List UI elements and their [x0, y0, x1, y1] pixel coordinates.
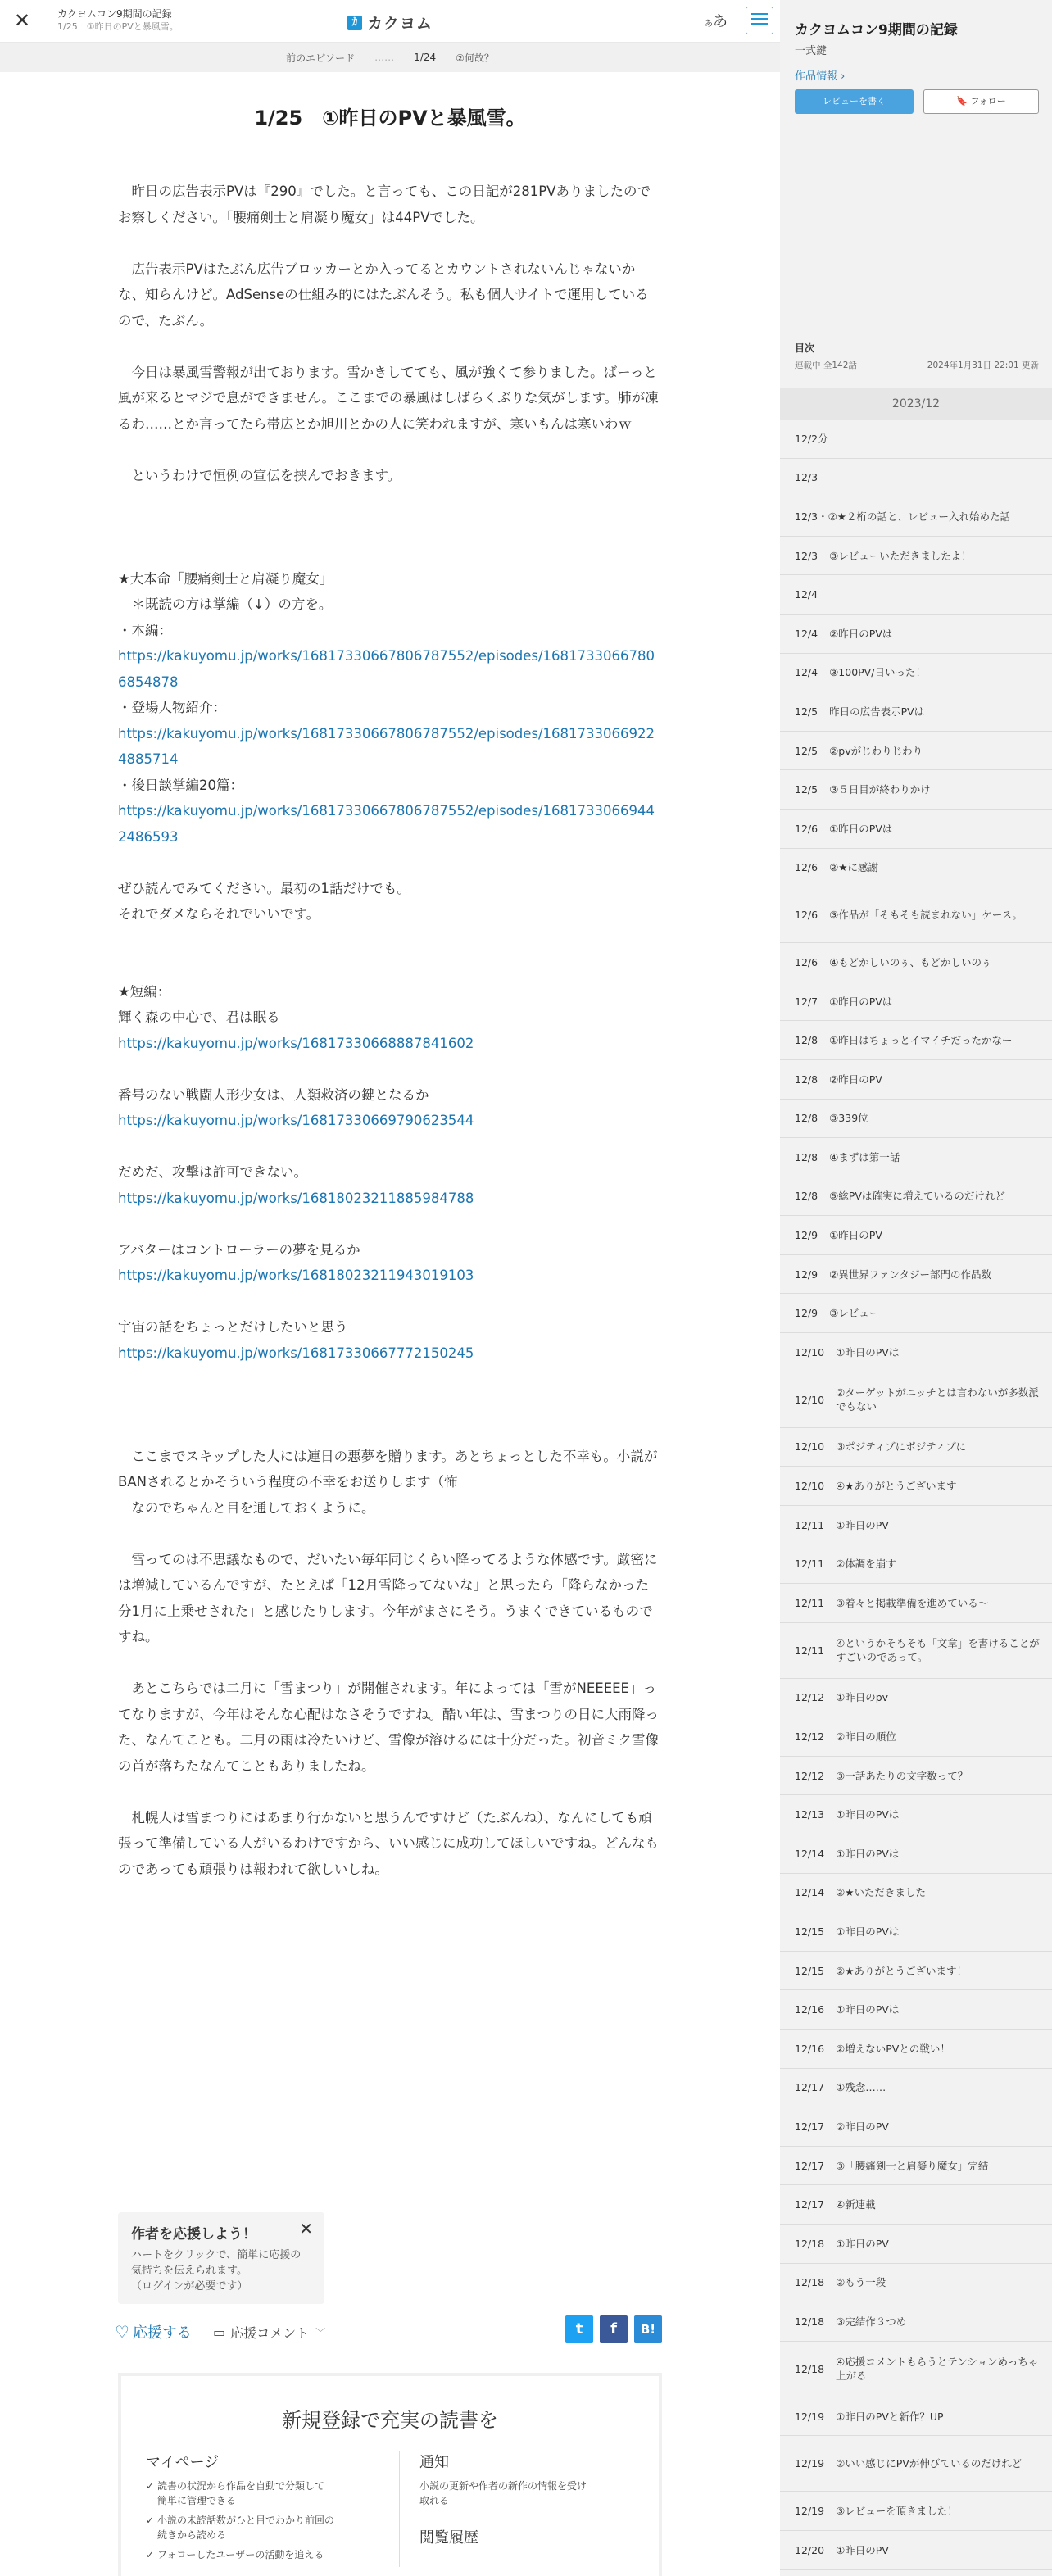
- paragraph-gap: [118, 333, 662, 360]
- kakuyomu-logo[interactable]: [347, 11, 433, 34]
- notify-heading: 通知: [419, 2454, 449, 2471]
- support-row: [115, 2315, 662, 2348]
- episode-title: ③レビューを頂きました！: [836, 2505, 958, 2518]
- episode-date: 12/12: [795, 1769, 825, 1782]
- toc-episode-item[interactable]: [780, 1990, 1052, 2030]
- paragraph-gap: [118, 1417, 662, 1444]
- episode-date: 12/10: [795, 1440, 825, 1454]
- episode-date: 12/19: [795, 2505, 825, 2518]
- body-link[interactable]: https://kakuyomu.jp/works/16817330667806787552/episodes/16817330667806854878: [118, 648, 655, 690]
- work-info-link[interactable]: [795, 67, 1039, 83]
- episode-title: ①昨日のpv: [836, 1691, 889, 1704]
- episode-date: 12/17: [795, 2159, 825, 2172]
- toc-episode-item[interactable]: [780, 1428, 1052, 1467]
- episode-date: 12/15: [795, 1964, 825, 1977]
- episode-title: ②昨日のPVは: [829, 627, 893, 640]
- toc-episode-item[interactable]: [780, 575, 1052, 615]
- toc-episode-item[interactable]: [780, 887, 1052, 943]
- body-paragraph: ぜひ読んでみてください。最初の1話だけでも。: [118, 880, 410, 896]
- sidebar-author[interactable]: 一式鍵: [795, 45, 828, 57]
- body-paragraph: それでダメならそれでいいです。: [118, 906, 320, 922]
- episode-title: ①残念……: [836, 2081, 886, 2094]
- episode-date: 12/11: [795, 1644, 825, 1657]
- register-columns: [146, 2451, 634, 2567]
- toc-episode-item[interactable]: [780, 1467, 1052, 1506]
- episode-title: ②もう一段: [836, 2276, 886, 2289]
- paragraph-gap: [118, 1779, 662, 1805]
- paragraph-gap: [118, 1289, 662, 1315]
- episode-date: 12/6: [795, 861, 818, 874]
- body-link[interactable]: https://kakuyomu.jp/works/16817330667772150245: [118, 1345, 474, 1361]
- work-info-label: 作品情報: [795, 70, 838, 83]
- follow-label: フォロー: [970, 96, 1006, 107]
- toc-episode-item[interactable]: [780, 1177, 1052, 1217]
- toc-episode-item[interactable]: [780, 2030, 1052, 2069]
- episode-title: ④応援コメントもらうとテンションめっちゃ上がる: [836, 2356, 1039, 2383]
- tooltip-text: ハートをクリックで、簡単に応援の気持ちを伝えられます。 （ログインが必要です）: [131, 2249, 302, 2293]
- episode-title: ④もどかしいのぅ、もどかしいのぅ: [829, 955, 992, 968]
- toc-episode-item[interactable]: [780, 2225, 1052, 2264]
- toc-episode-item[interactable]: [780, 2264, 1052, 2303]
- body-paragraph: 札幌人は雪まつりにはあまり行かないと思うんですけど（たぶんね）、なんにしても頑張って準備している人がいるわけですから、いい感じに成功してほしいですね。どんなものであっても頑張りは報われて欲しいしね。: [118, 1809, 659, 1877]
- toc-episode-item[interactable]: [780, 2531, 1052, 2570]
- episode-title: ②昨日のPV: [836, 2120, 889, 2133]
- register-notify: [400, 2451, 634, 2567]
- episode-title: ②増えないPVとの戦い！: [836, 2042, 950, 2055]
- episode-date: 12/8: [795, 1034, 818, 1047]
- body-paragraph: [118, 1263, 662, 1289]
- episode-title: ②異世界ファンタジー部門の作品数: [829, 1268, 992, 1281]
- toc-episode-item[interactable]: [780, 654, 1052, 693]
- episode-date: 12/16: [795, 2003, 825, 2016]
- body-paragraph: [118, 1108, 662, 1134]
- toc-episode-item[interactable]: [780, 2185, 1052, 2225]
- paragraph-gap: [118, 1056, 662, 1082]
- episode-date: 12/10: [795, 1480, 825, 1493]
- header-episode-subtitle: 1/25 ①昨日のPVと暴風雪。: [57, 21, 179, 32]
- sidebar-work-title[interactable]: カクヨムコン9期間の記録: [795, 22, 958, 39]
- episode-nav: [0, 43, 780, 72]
- episode-title: ②★ありがとうございます！: [836, 1964, 967, 1977]
- episode-title: ②昨日の順位: [836, 1730, 896, 1744]
- episode-date: 12/13: [795, 1808, 825, 1821]
- episode-title: ③作品が「そもそも読まれない」ケース。: [829, 909, 1023, 922]
- share-buttons: [565, 2315, 662, 2343]
- paragraph-gap: [118, 1134, 662, 1160]
- body-paragraph: ・本編：: [118, 622, 172, 638]
- hatena-bookmark-icon[interactable]: B!: [634, 2315, 662, 2343]
- episode-date: 12/5: [795, 705, 818, 718]
- body-paragraph: 広告表示PVはたぶん広告ブロッカーとか入ってるとカウントされないんじゃないかな、知らんけど。AdSenseの仕組み的にはたぶんそう。私も個人サイトで運用しているので、たぶん。: [118, 261, 649, 329]
- updated-date: 2024年1月31日 22:01 更新: [927, 361, 1039, 370]
- toc-episode-item[interactable]: [780, 943, 1052, 982]
- episode-title: ④★ありがとうございます: [836, 1480, 957, 1493]
- register-title: 新規登録で充実の読書を: [282, 2409, 498, 2432]
- toc-episode-item[interactable]: [780, 1216, 1052, 1255]
- toc-episode-item[interactable]: [780, 1757, 1052, 1796]
- body-link[interactable]: https://kakuyomu.jp/works/16817330667806787552/episodes/16817330669224885714: [118, 725, 655, 767]
- toc-episode-item[interactable]: [780, 1100, 1052, 1139]
- header-titles: [57, 7, 179, 34]
- toc-episode-item[interactable]: [780, 1294, 1052, 1333]
- toc-month-header[interactable]: 2023/12: [780, 388, 1052, 420]
- support-button[interactable]: [115, 2321, 192, 2342]
- toc-episode-item[interactable]: [780, 1021, 1052, 1060]
- episode-date: 12/8: [795, 1190, 818, 1203]
- toc-episode-item[interactable]: [780, 2436, 1052, 2492]
- episode-title: ⑤総PVは確実に増えているのだけれど: [829, 1190, 1005, 1203]
- episode-date: 12/14: [795, 1847, 825, 1860]
- paragraph-gap: [118, 515, 662, 541]
- episode-title: ④まずは第一話: [829, 1150, 900, 1163]
- body-paragraph: なのでちゃんと目を通しておくように。: [118, 1499, 375, 1516]
- episode-date: 12/3・②★２桁の話と、レビュー入れ始めた話: [795, 510, 1010, 524]
- font-settings-button[interactable]: ああ: [705, 13, 728, 30]
- follow-button[interactable]: [923, 89, 1039, 114]
- heart-icon: ♡: [115, 2322, 129, 2342]
- episode-date: 12/10: [795, 1393, 825, 1406]
- paragraph-gap: [118, 1211, 662, 1237]
- toc-episode-item[interactable]: [780, 2492, 1052, 2531]
- prev-episode-link[interactable]: 前のエピソード: [286, 52, 356, 64]
- register-mypage: [146, 2451, 400, 2567]
- toc-episode-item[interactable]: [780, 732, 1052, 771]
- episode-date: 12/18: [795, 2362, 825, 2375]
- bookmark-plus-icon: 🔖: [956, 96, 968, 107]
- facebook-share-icon[interactable]: f: [600, 2315, 628, 2343]
- toc-episode-item[interactable]: [780, 1506, 1052, 1545]
- toc-episode-item[interactable]: [780, 1372, 1052, 1428]
- history-heading: 閲覧履歴: [419, 2529, 478, 2547]
- toc-episode-item[interactable]: [780, 810, 1052, 849]
- episode-date: 12/11: [795, 1596, 825, 1609]
- episode-title: ②★に感謝: [829, 861, 878, 874]
- paragraph-gap: [118, 1521, 662, 1547]
- episode-date: 12/6: [795, 909, 818, 922]
- body-paragraph: 今日は暴風雪警報が出ております。雪かきしてても、風が強くて参りました。ばーっと風が来るとマジで息ができません。ここまでの暴風はしばらくぶりな気がします。肺が凍るわ……とか言ってたら帯広とか旭川とかの人に笑われますが、寒いもんは寒いわｗ: [118, 364, 659, 432]
- toc-episode-item[interactable]: [780, 1584, 1052, 1623]
- toc-episode-item[interactable]: [780, 420, 1052, 459]
- toc-episode-item[interactable]: [780, 849, 1052, 888]
- body-link[interactable]: https://kakuyomu.jp/works/16817330669790623544: [118, 1113, 474, 1128]
- episode-date: 12/19: [795, 2410, 825, 2423]
- list-icon: [751, 13, 768, 15]
- toc-episode-item[interactable]: [780, 770, 1052, 810]
- toc-episode-item[interactable]: [780, 2107, 1052, 2147]
- episode-date: 12/2分: [795, 433, 828, 446]
- episode-date: 12/15: [795, 1925, 825, 1938]
- body-paragraph: アバターはコントローラーの夢を見るか: [118, 1241, 360, 1258]
- toc-episode-item[interactable]: [780, 692, 1052, 732]
- body-link[interactable]: https://kakuyomu.jp/works/16817330667806787552/episodes/16817330669442486593: [118, 803, 655, 845]
- toc-episode-item[interactable]: [780, 1795, 1052, 1834]
- support-tooltip: [118, 2212, 324, 2304]
- body-paragraph: ★大本命「腰痛剣士と肩凝り魔女」: [118, 570, 333, 587]
- episode-title: ②ターゲットがニッチとは言わないが多数派でもない: [836, 1386, 1039, 1413]
- paragraph-gap: [118, 927, 662, 954]
- episode-date: 12/8: [795, 1150, 818, 1163]
- prev-episode-number[interactable]: 1/24: [414, 52, 437, 63]
- toc-episode-item[interactable]: [780, 1255, 1052, 1295]
- toc-episode-item[interactable]: [780, 1333, 1052, 1372]
- chevron-right-icon: ›: [841, 70, 846, 83]
- comment-button[interactable]: [213, 2323, 325, 2342]
- toc-meta: [795, 359, 1039, 371]
- episode-title: ①昨日のPVは: [836, 1925, 900, 1938]
- episode-title: ①昨日のPV: [836, 1518, 889, 1531]
- episode-date: 12/17: [795, 2081, 825, 2094]
- episode-title: ③５日目が終わりかけ: [829, 783, 931, 796]
- body-paragraph: ＊既読の方は掌編（↓）の方を。: [118, 596, 333, 612]
- toc-episode-item[interactable]: [780, 1623, 1052, 1679]
- episode-date: 12/8: [795, 1073, 818, 1086]
- episode-date: 12/16: [795, 2042, 825, 2055]
- header-bar: [0, 0, 780, 43]
- episode-title: ③レビュー: [829, 1307, 880, 1320]
- episode-date: 12/5: [795, 783, 818, 796]
- toc-episode-item[interactable]: [780, 1834, 1052, 1874]
- toc-episode-item[interactable]: [780, 615, 1052, 654]
- body-paragraph: [118, 721, 662, 773]
- episode-date: 12/8: [795, 1112, 818, 1125]
- episode-title: ②★いただきました: [836, 1886, 926, 1899]
- write-review-button[interactable]: レビューを書く: [795, 89, 914, 114]
- close-icon[interactable]: ✕: [13, 9, 31, 32]
- toc-episode-item[interactable]: [780, 1952, 1052, 1991]
- header-work-title[interactable]: カクヨムコン9期間の記録: [57, 8, 172, 20]
- episode-date: 12/9: [795, 1307, 818, 1320]
- body-paragraph: 輝く森の中心で、君は眠る: [118, 1009, 280, 1025]
- body-paragraph: ・後日談掌編20篇：: [118, 777, 243, 793]
- body-paragraph: 雪ってのは不思議なもので、だいたい毎年同じくらい降ってるような体感です。厳密には増減しているんですが、たとえば「12月雪降ってないな」と思ったら「降らなかった分1月に上乗せされた」と感じたりします。今年がまさにそう。うまくできているものですね。: [118, 1551, 658, 1644]
- episode-title: ①昨日のPV: [836, 2237, 889, 2250]
- body-paragraph: 昨日の広告表示PVは『290』でした。と言っても、この日記が281PVありましたのでお察しください。「腰痛剣士と肩凝り魔女」は44PVでした。: [118, 184, 651, 225]
- toc-episode-item[interactable]: [780, 1679, 1052, 1718]
- body-paragraph: というわけで恒例の宣伝を挟んでおきます。: [118, 467, 401, 483]
- episode-date: 12/3: [795, 549, 818, 562]
- mypage-item: ✓ 小説の未読話数がひと目でわかり前回の 続きから読める: [146, 2513, 386, 2542]
- register-promo: [118, 2373, 662, 2576]
- episode-title: ③339位: [829, 1112, 868, 1125]
- toc-episode-item[interactable]: [780, 1717, 1052, 1757]
- body-paragraph: [118, 643, 662, 695]
- episode-date: 12/9: [795, 1229, 818, 1242]
- episode-title: ③ポジティブにポジティブに: [836, 1440, 967, 1454]
- nav-dots: ……: [374, 52, 395, 63]
- episode-date: 12/18: [795, 2315, 825, 2328]
- toc-episode-item[interactable]: [780, 2147, 1052, 2186]
- episode-title: ①昨日のPVは: [829, 995, 893, 1008]
- toc-episode-list: [780, 420, 1052, 2570]
- logo-text: カクヨム: [367, 15, 433, 33]
- paragraph-gap: [118, 540, 662, 566]
- episode-title: ①昨日のPVは: [836, 1808, 900, 1821]
- comment-bubble-icon: ▭: [212, 2324, 226, 2340]
- logo-mark-icon: ｶ: [347, 16, 362, 30]
- toc-sidebar: [780, 0, 1052, 2576]
- episode-date: 12/11: [795, 1518, 825, 1531]
- episode-title: ①昨日はちょっとイマイチだったかなー: [829, 1034, 1013, 1047]
- episode-title: ③着々と掲載準備を進めている～: [836, 1596, 989, 1609]
- support-label: 応援する: [132, 2324, 192, 2342]
- twitter-share-icon[interactable]: t: [565, 2315, 593, 2343]
- episode-date: 12/4: [795, 588, 818, 601]
- episode-title: ③一話あたりの文字数って？: [836, 1769, 968, 1782]
- episode-title: ③100PV/日いった！: [829, 666, 926, 679]
- paragraph-gap: [118, 437, 662, 463]
- body-paragraph: [118, 1031, 662, 1057]
- episode-date: 12/12: [795, 1730, 825, 1744]
- episode-title: ①昨日のPVと新作？UP: [836, 2410, 944, 2423]
- toc-episode-item[interactable]: [780, 1912, 1052, 1952]
- body-paragraph: 宇宙の話をちょっとだけしたいと思う: [118, 1319, 348, 1335]
- body-paragraph: あとこちらでは二月に「雪まつり」が開催されます。年によっては「雪がNEEEEE」ってなりますが、今年はそんな心配はなさそうですね。酷い年は、雪まつりの日に大雨降った、なんてことも。二月の雨は冷たいけど、雪像が溶けるには十分だった。初音ミク雪像の首が落ちたなんてこともありましたね。: [118, 1680, 659, 1774]
- episode-title: ②体調を崩す: [836, 1558, 896, 1571]
- episode-date: 12/17: [795, 2120, 825, 2133]
- prev-episode-title[interactable]: ②何故？: [456, 52, 494, 64]
- toc-episode-item[interactable]: [780, 2302, 1052, 2342]
- body-link[interactable]: https://kakuyomu.jp/works/16818023211885984788: [118, 1190, 474, 1206]
- episode-title: ①昨日のPVは: [836, 2003, 900, 2016]
- episode-date: 12/17: [795, 2198, 825, 2211]
- toc-toggle-button[interactable]: [746, 7, 773, 34]
- episode-title: ④新連載: [836, 2198, 876, 2211]
- body-paragraph: [118, 1186, 662, 1212]
- episode-date: 12/6: [795, 955, 818, 968]
- body-paragraph: ここまでスキップした人には連日の悪夢を贈ります。あとちょっとした不幸も。小説がBANされるとかそういう程度の不幸をお送りします（怖: [118, 1448, 658, 1490]
- body-paragraph: ★短編：: [118, 983, 171, 1000]
- toc-episode-item[interactable]: [780, 982, 1052, 1022]
- episode-title: ②pvがじわりじわり: [829, 744, 923, 757]
- episode-title: ④というかそもそも「文章」を書けることがすごいのであって。: [836, 1637, 1040, 1664]
- episode-date: 12/6: [795, 822, 818, 835]
- episode-title: ②昨日のPV: [829, 1073, 882, 1086]
- body-paragraph: [118, 1340, 662, 1367]
- toc-episode-item[interactable]: [780, 1874, 1052, 1913]
- episode-date: 12/3: [795, 471, 818, 484]
- episode-title: ①昨日のPVは: [836, 1345, 900, 1358]
- mypage-heading: マイページ: [146, 2454, 220, 2471]
- toc-episode-item[interactable]: [780, 459, 1052, 498]
- episode-title: ①昨日のPV: [829, 1229, 882, 1242]
- toc-heading: 目次: [795, 342, 815, 354]
- toc-episode-item[interactable]: [780, 2397, 1052, 2437]
- episode-date: 12/18: [795, 2237, 825, 2250]
- mypage-item: ✓ フォローしたユーザーの活動を追える: [146, 2547, 386, 2562]
- toc-episode-item[interactable]: [780, 1544, 1052, 1584]
- toc-episode-item[interactable]: [780, 1060, 1052, 1100]
- episode-title: ③レビューいただきましたよ！: [829, 549, 972, 562]
- paragraph-gap: [118, 850, 662, 876]
- paragraph-gap: [118, 1392, 662, 1418]
- episode-date: 12/9: [795, 1268, 818, 1281]
- paragraph-gap: [118, 230, 662, 256]
- serial-status: 連載中 全142話: [795, 361, 857, 370]
- body-link[interactable]: https://kakuyomu.jp/works/16818023211943019103: [118, 1268, 474, 1283]
- chevron-down-icon: ﹀: [315, 2326, 326, 2338]
- body-paragraph: 番号のない戦闘人形少女は、人類救済の鍵となるか: [118, 1086, 429, 1103]
- font-settings-label: あ: [713, 13, 728, 30]
- toc-episode-item[interactable]: [780, 537, 1052, 576]
- close-icon[interactable]: ✕: [299, 2219, 313, 2238]
- episode-date: 12/10: [795, 1345, 825, 1358]
- tooltip-title: 作者を応援しよう！: [131, 2226, 256, 2243]
- episode-date: 12/7: [795, 995, 818, 1008]
- body-paragraph: [118, 798, 662, 850]
- episode-date: 12/5: [795, 744, 818, 757]
- episode-title: 1/25 ①昨日のPVと暴風雪。: [254, 107, 526, 129]
- toc-episode-item[interactable]: [780, 2342, 1052, 2397]
- notify-text: 小説の更新や作者の新作の情報を受け 取れる: [419, 2480, 587, 2506]
- episode-body: [118, 179, 662, 1882]
- episode-date: 12/12: [795, 1691, 825, 1704]
- episode-date: 12/19: [795, 2457, 825, 2470]
- episode-title: 昨日の広告表示PVは: [829, 705, 925, 718]
- sidebar-work-info: [780, 0, 1052, 331]
- toc-episode-item[interactable]: [780, 497, 1052, 537]
- episode-title: ①昨日のPVは: [836, 1847, 900, 1860]
- paragraph-gap: [118, 1650, 662, 1676]
- toc-episode-item[interactable]: [780, 2069, 1052, 2108]
- body-paragraph: だめだ、攻撃は許可できない。: [118, 1164, 307, 1180]
- episode-date: 12/4: [795, 666, 818, 679]
- episode-date: 12/4: [795, 627, 818, 640]
- paragraph-gap: [118, 953, 662, 979]
- episode-title: ①昨日のPV: [836, 2543, 889, 2556]
- episode-date: 12/11: [795, 1558, 825, 1571]
- body-paragraph: ・登場人物紹介：: [118, 700, 226, 715]
- episode-title: ③「腰痛剣士と肩凝り魔女」完結: [836, 2159, 989, 2172]
- episode-title: ③完結作３つめ: [836, 2315, 907, 2328]
- toc-episode-item[interactable]: [780, 1138, 1052, 1177]
- episode-title: ①昨日のPVは: [829, 822, 893, 835]
- body-link[interactable]: https://kakuyomu.jp/works/16817330668887841602: [118, 1035, 474, 1051]
- episode-title: ②いい感じにPVが伸びているのだけれど: [836, 2457, 1023, 2470]
- paragraph-gap: [118, 1366, 662, 1392]
- episode-date: 12/18: [795, 2276, 825, 2289]
- mypage-item: ✓ 読書の状況から作品を自動で分類して 簡単に管理できる: [146, 2478, 386, 2508]
- paragraph-gap: [118, 488, 662, 515]
- episode-date: 12/14: [795, 1886, 825, 1899]
- episode-date: 12/20: [795, 2543, 825, 2556]
- comment-label: 応援コメント: [230, 2324, 310, 2341]
- sidebar-actions: [795, 89, 1039, 114]
